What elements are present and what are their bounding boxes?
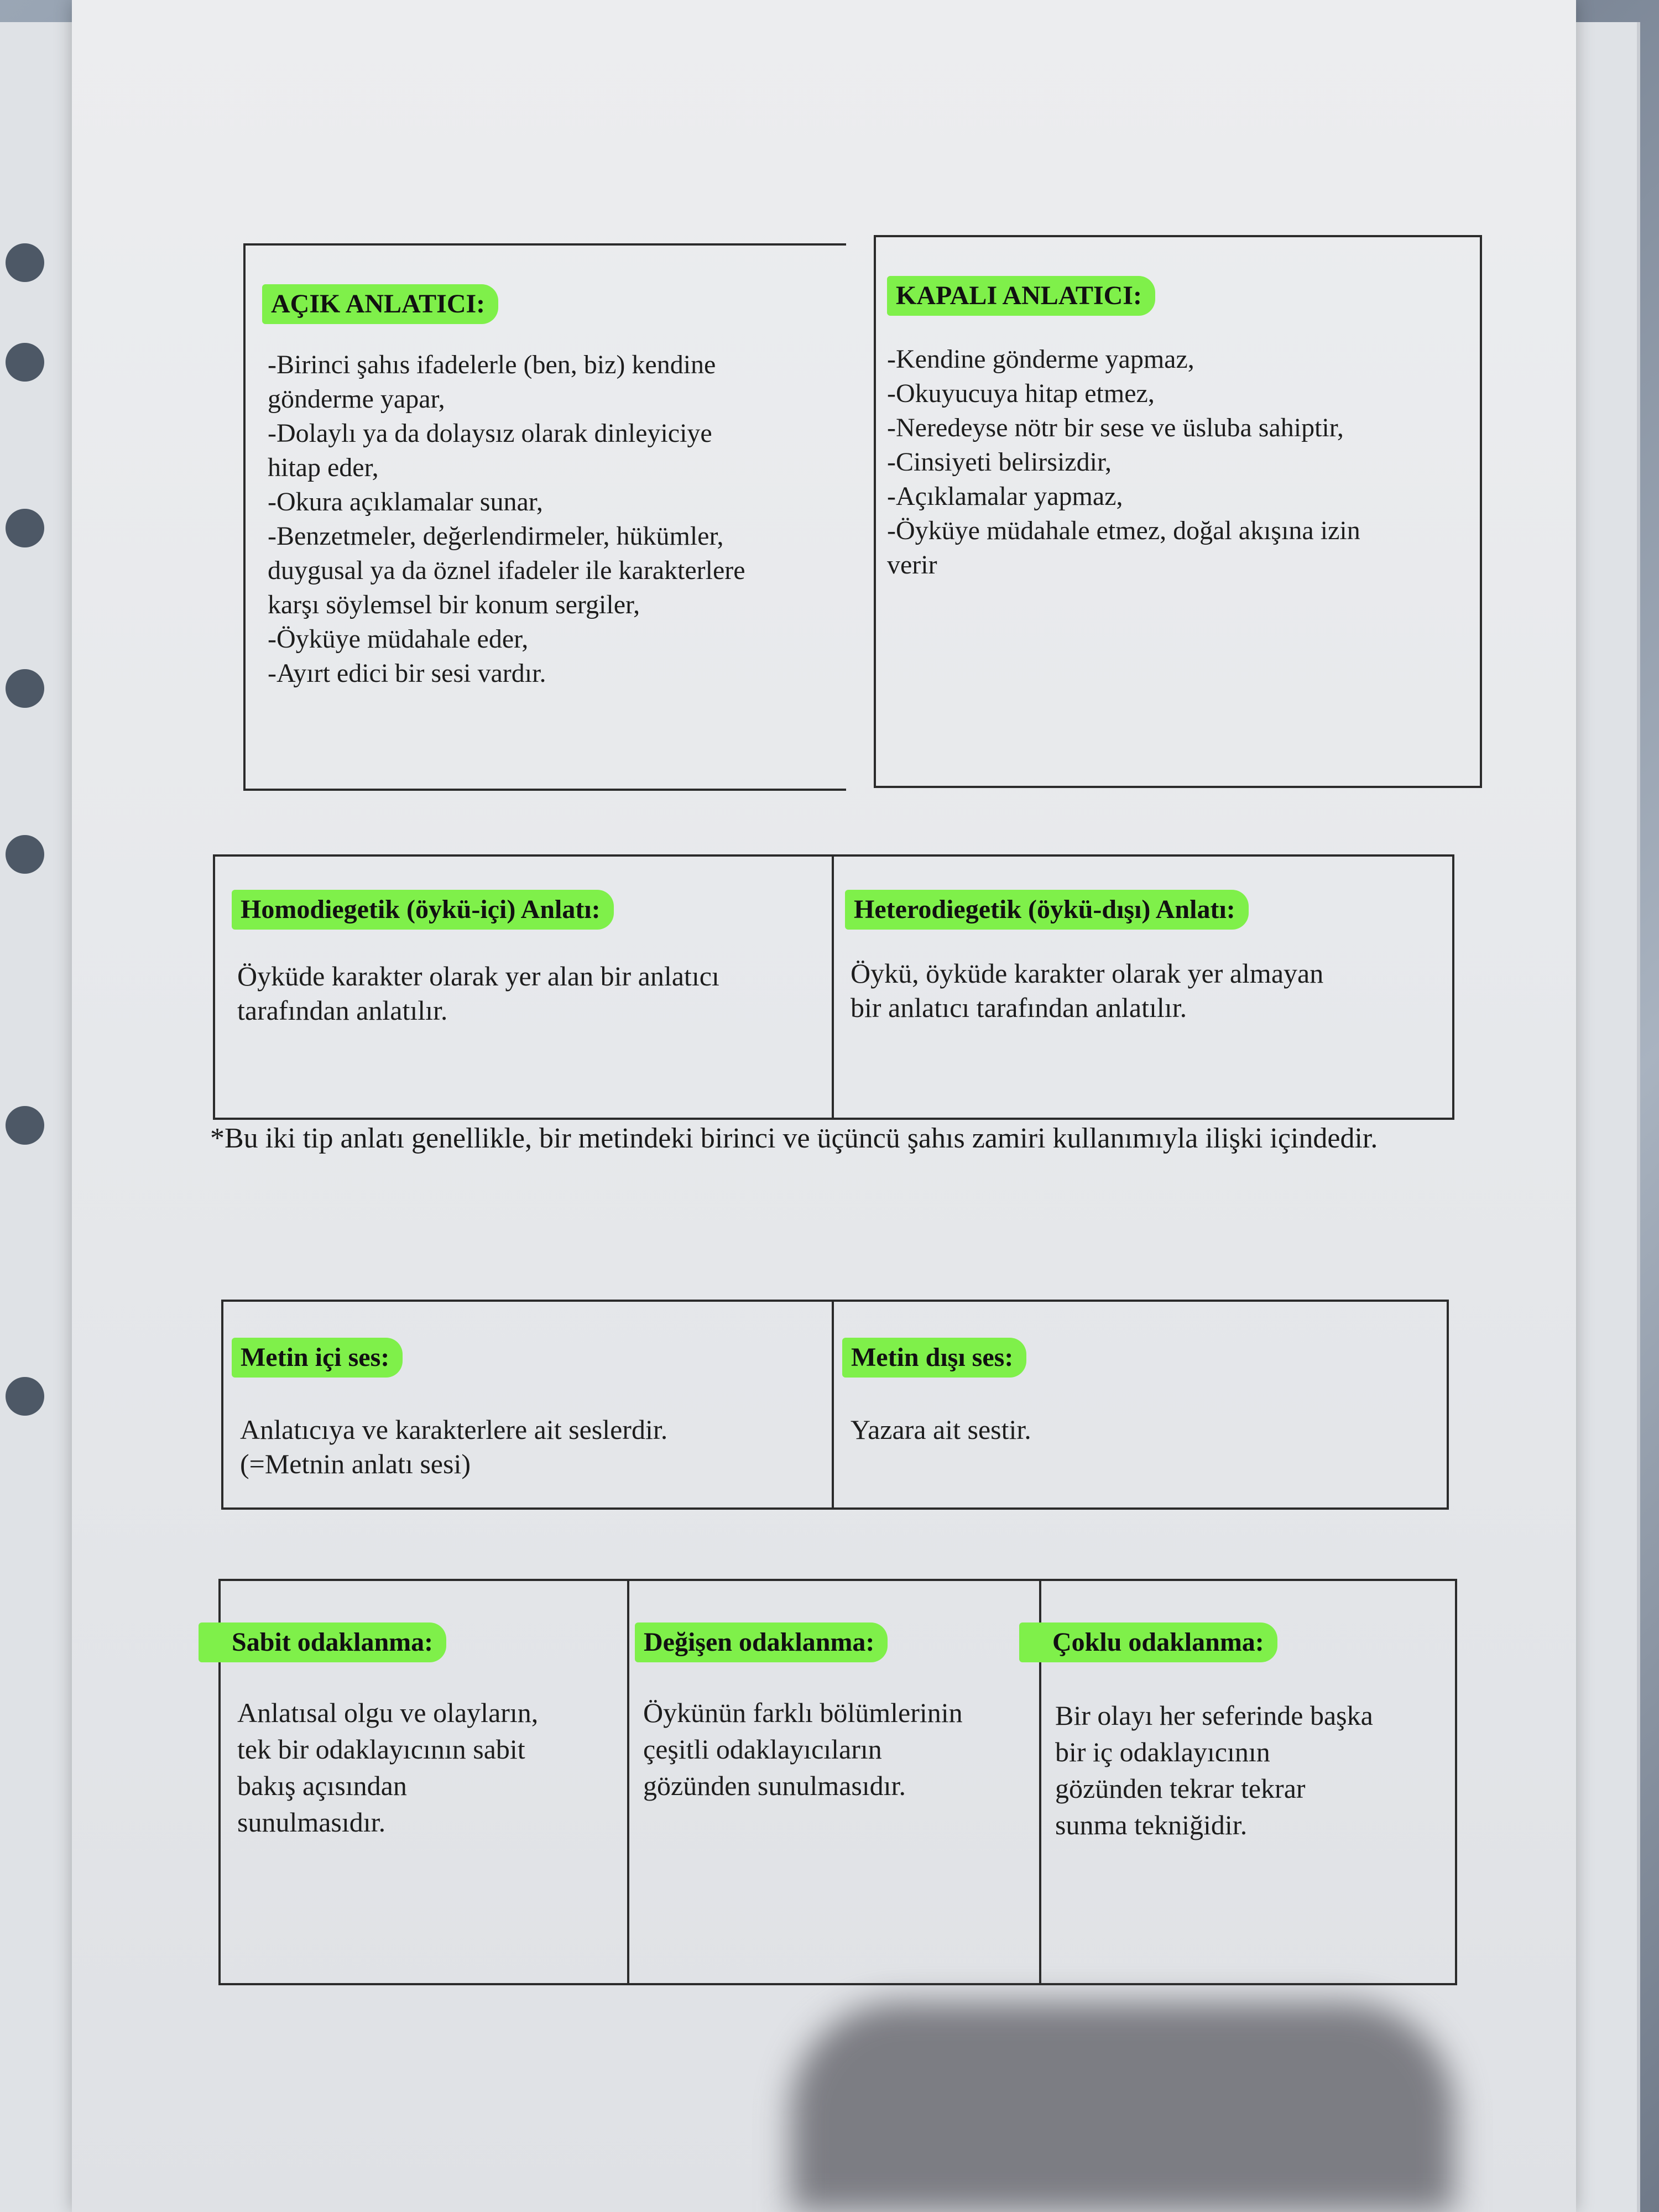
punch-hole bbox=[6, 835, 44, 874]
inner-voice-title: Metin içi ses: bbox=[232, 1338, 403, 1378]
variable-focus-cell bbox=[627, 1581, 1039, 1983]
homodiegetic-cell bbox=[215, 857, 832, 1118]
open-narrator-title: AÇIK ANLATICI: bbox=[262, 284, 498, 324]
hand-shadow bbox=[791, 2002, 1454, 2212]
closed-narrator-title: KAPALI ANLATICI: bbox=[887, 276, 1155, 316]
diegetic-table bbox=[213, 854, 1454, 1120]
fixed-focus-cell bbox=[221, 1581, 627, 1983]
multiple-focus-title: Çoklu odaklanma: bbox=[1019, 1623, 1277, 1662]
fixed-focus-text: Anlatısal olgu ve olayların, tek bir odaklayıcının sabit bakış açısından sunulmasıdır. bbox=[237, 1697, 539, 1838]
punch-hole bbox=[6, 1106, 44, 1145]
outer-voice-title: Metin dışı ses: bbox=[842, 1338, 1026, 1378]
outer-voice-cell bbox=[832, 1302, 1447, 1507]
heterodiegetic-text: Öykü, öyküde karakter olarak yer almayan bir anlatıcı tarafından anlatılır. bbox=[851, 958, 1324, 1023]
outer-voice-text: Yazara ait sestir. bbox=[851, 1414, 1031, 1445]
multiple-focus-cell bbox=[1039, 1581, 1455, 1983]
multiple-focus-text: Bir olayı her seferinde başka bir iç odaklayıcının gözünden tekrar tekrar sunma tekniğidir. bbox=[1055, 1700, 1373, 1840]
inner-voice-text: Anlatıcıya ve karakterlere ait seslerdir. (=Metnin anlatı sesi) bbox=[240, 1414, 668, 1479]
homodiegetic-text: Öyküde karakter olarak yer alan bir anlatıcı tarafından anlatılır. bbox=[237, 961, 719, 1026]
closed-narrator-text: -Kendine gönderme yapmaz, -Okuyucuya hitap etmez, -Neredeyse nötr bir sese ve üsluba sahiptir, -Cinsiyeti belirsizdir, -Açıklamalar yapmaz, -Öyküye müdahale etmez, doğal akışına izin verir bbox=[887, 345, 1360, 580]
homodiegetic-title: Homodiegetik (öykü-içi) Anlatı: bbox=[232, 890, 614, 930]
punch-hole bbox=[6, 343, 44, 382]
open-narrator-box bbox=[243, 243, 846, 791]
punch-hole bbox=[6, 669, 44, 708]
open-narrator-text: -Birinci şahıs ifadelerle (ben, biz) kendine gönderme yapar, -Dolaylı ya da dolaysız olarak dinleyiciye hitap eder, -Okura açıklamalar sunar, -Benzetmeler, değerlendirmeler, hükümler, duygusal ya da öznel ifadeler ile karakterlere karşı söylemsel bir konum sergiler, -Öyküye müdahale eder, -Ayırt edici bir sesi vardır. bbox=[268, 350, 745, 688]
heterodiegetic-title: Heterodiegetik (öykü-dışı) Anlatı: bbox=[845, 890, 1249, 930]
punch-hole bbox=[6, 243, 44, 282]
fixed-focus-title: Sabit odaklanma: bbox=[199, 1623, 446, 1662]
closed-narrator-box bbox=[874, 235, 1482, 788]
variable-focus-title: Değişen odaklanma: bbox=[635, 1623, 888, 1662]
footnote: *Bu iki tip anlatı genellikle, bir metindeki birinci ve üçüncü şahıs zamiri kullanımıyla ilişki içindedir. bbox=[210, 1123, 1378, 1154]
focalization-table bbox=[218, 1579, 1457, 1985]
voice-table bbox=[221, 1300, 1449, 1510]
punch-hole bbox=[6, 509, 44, 547]
punch-hole bbox=[6, 1377, 44, 1416]
variable-focus-text: Öykünün farklı bölümlerinin çeşitli odaklayıcıların gözünden sunulmasıdır. bbox=[643, 1697, 963, 1801]
heterodiegetic-cell bbox=[832, 857, 1452, 1118]
inner-voice-cell bbox=[223, 1302, 832, 1507]
